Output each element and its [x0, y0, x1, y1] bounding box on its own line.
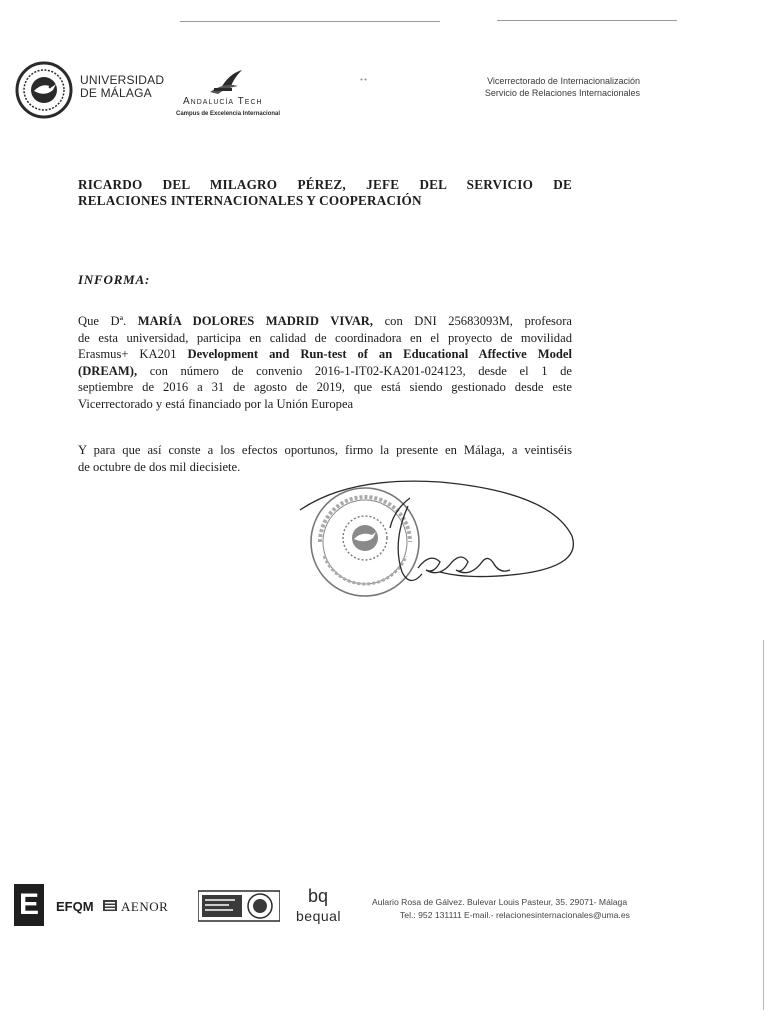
e-quality-badge: E	[14, 884, 44, 926]
university-seal-icon	[12, 60, 76, 120]
paragraph-line: Vicerrectorado y está financiado por la Unión Europea	[78, 396, 354, 411]
paragraph-line: Y para que así conste a los efectos oportunos, firmo la presente en Málaga, a veintiséis	[78, 443, 572, 457]
page-title: RICARDO DEL MILAGRO PÉREZ, JEFE DEL SERVICIO DE	[78, 177, 572, 192]
signature-and-stamp	[290, 470, 590, 610]
informa-label: INFORMA:	[78, 272, 151, 287]
bequal-mark-icon	[306, 884, 336, 908]
vicerrectorado-label: Vicerrectorado de Internacionalización Servicio de Relaciones Internacionales	[484, 76, 640, 98]
campus-label: Campus de Excelencia Internacional	[176, 111, 281, 117]
svg-text:bq: bq	[308, 886, 329, 906]
page-title-line2: RELACIONES INTERNACIONALES Y COOPERACIÓN	[78, 193, 422, 208]
handwritten-signature	[300, 481, 573, 580]
andalucia-tech-name: Andalucía Tech	[183, 96, 263, 107]
footer-address: Aulario Rosa de Gálvez. Bulevar Louis Pasteur, 35. 29071- Málaga Tel.: 952 131111 E-mail.- relacionesinternacionales@uma.es	[372, 897, 630, 920]
scan-speck	[360, 78, 368, 81]
paragraph-line: (DREAM), con número de convenio 2016-1-IT02-KA201-024123, desde el 1 de	[78, 363, 572, 378]
scan-edge	[763, 640, 764, 1010]
university-name: UNIVERSIDAD DE MÁLAGA	[80, 73, 165, 100]
paragraph-line: Erasmus+ KA201 Development and Run-test of an Educational Affective Model	[78, 347, 572, 362]
scan-artifact	[180, 21, 440, 22]
scan-artifact	[497, 20, 677, 21]
efqm-logo: EFQM	[56, 899, 94, 914]
paragraph-line: Que Dª. MARÍA DOLORES MADRID VIVAR, con DNI 25683093M, profesora	[78, 314, 573, 328]
aenor-logo: AENOR	[121, 899, 169, 914]
certification-seal-icon	[198, 889, 280, 923]
body-paragraph	[78, 313, 572, 413]
aenor-icon	[103, 900, 117, 911]
bequal-logo: bequal	[296, 908, 342, 924]
paragraph-line: de esta universidad, participa en calidad de coordinadora en el proyecto de movilidad	[78, 330, 572, 345]
paragraph-line: septiembre de 2016 a 31 de agosto de 2019, que está siendo gestionado desde este	[78, 380, 572, 395]
paragraph-line: de octubre de dos mil diecisiete.	[78, 459, 241, 474]
